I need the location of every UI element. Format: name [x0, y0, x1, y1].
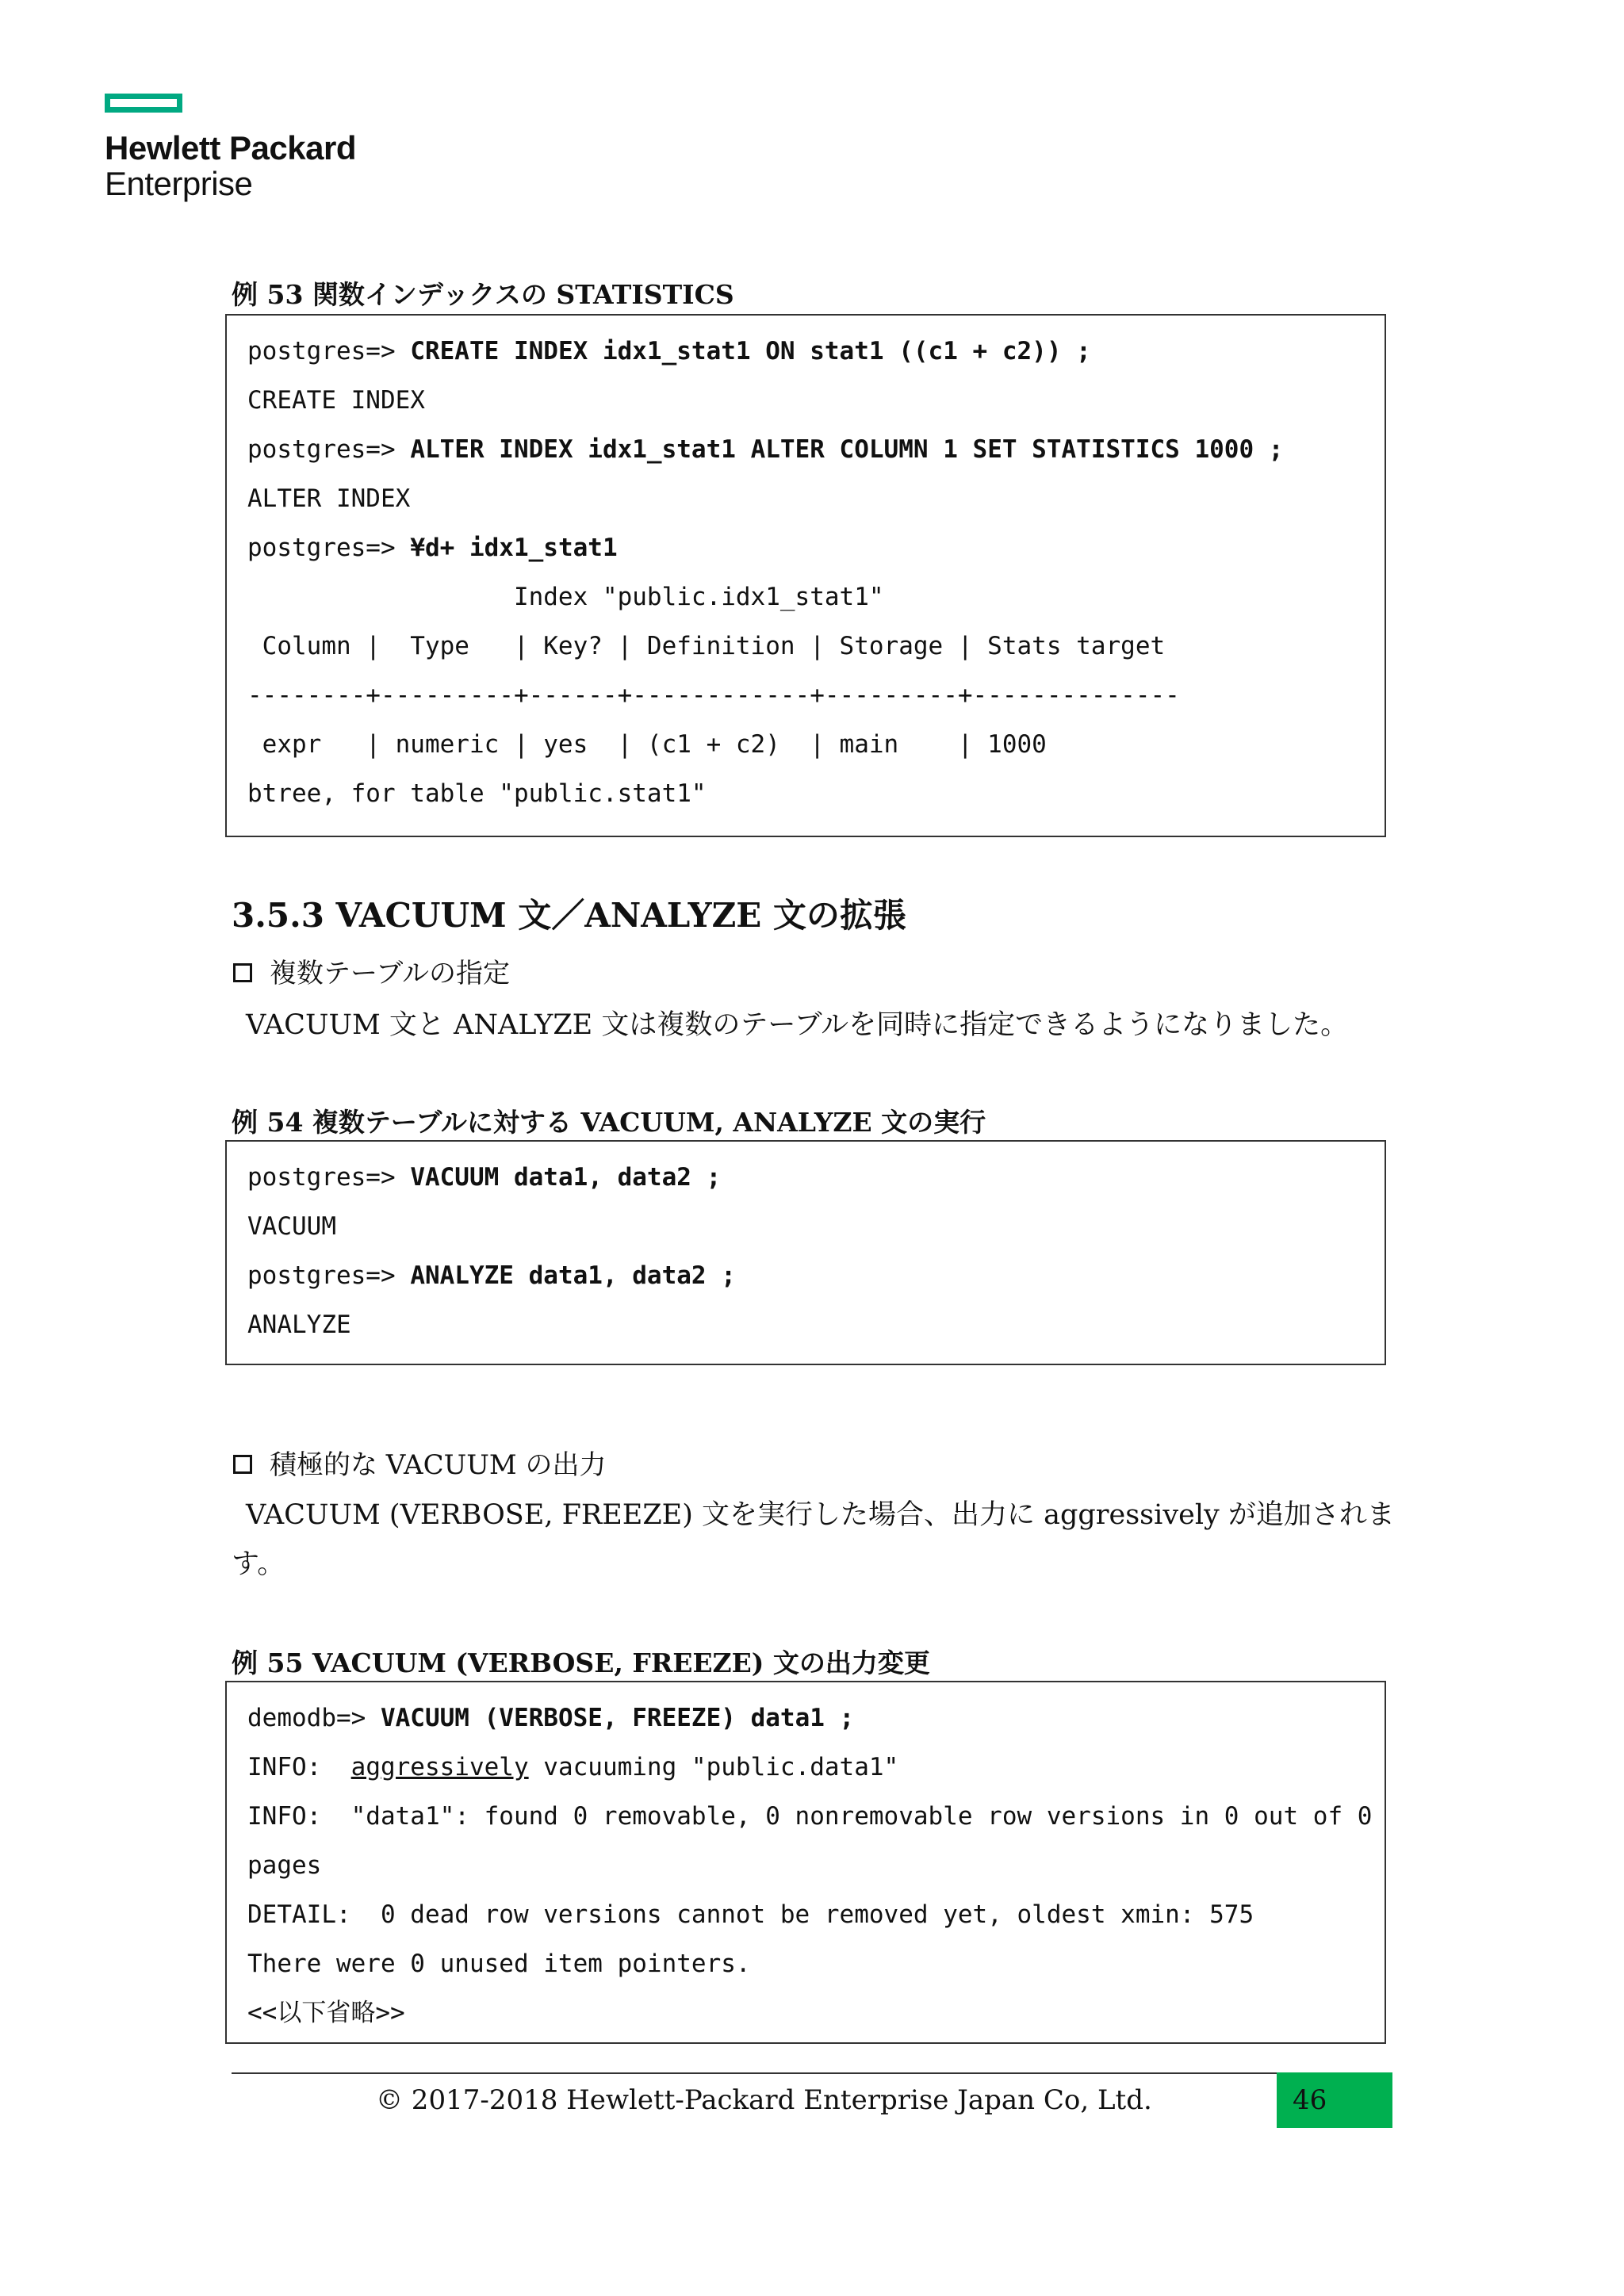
code-line: DETAIL: 0 dead row versions cannot be removed yet, oldest xmin: 575: [247, 1900, 1254, 1929]
code-line: postgres=> VACUUM data1, data2 ;: [247, 1163, 722, 1192]
code-line: ALTER INDEX: [247, 484, 411, 513]
code-line: There were 0 unused item pointers.: [247, 1950, 751, 1978]
checkbox-icon: [233, 963, 252, 982]
page-number-badge: 46: [1277, 2072, 1392, 2128]
logo-line2: Enterprise: [105, 165, 253, 202]
bullet-multi-table: 複数テーブルの指定: [233, 956, 510, 991]
code-line: <<以下省略>>: [247, 1999, 405, 2027]
code-line: postgres=> CREATE INDEX idx1_stat1 ON stat1 ((c1 + c2)) ;: [247, 337, 1091, 365]
example54-caption: 例 54 複数テーブルに対する VACUUM, ANALYZE 文の実行: [232, 1107, 986, 1138]
paragraph-aggressive-vacuum: VACUUM (VERBOSE, FREEZE) 文を実行した場合、出力に aggressively が追加されます。: [232, 1499, 1395, 1580]
example53-caption: 例 53 関数インデックスの STATISTICS: [232, 279, 734, 310]
checkbox-icon: [233, 1455, 252, 1474]
code-line: btree, for table "public.stat1": [247, 779, 707, 808]
code-line: INFO: aggressively vacuuming "public.data1": [247, 1753, 899, 1781]
code-line: CREATE INDEX: [247, 386, 425, 415]
example54-codebox: [225, 1140, 1386, 1365]
code-line: --------+---------+------+------------+---------+--------------: [247, 681, 1180, 710]
code-line: Column | Type | Key? | Definition | Storage | Stats target: [247, 632, 1166, 660]
example55-caption: 例 55 VACUUM (VERBOSE, FREEZE) 文の出力変更: [232, 1647, 930, 1678]
code-line: postgres=> ANALYZE data1, data2 ;: [247, 1261, 736, 1290]
footer-copyright: © 2017-2018 Hewlett-Packard Enterprise Japan Co, Ltd.: [376, 2084, 1152, 2116]
code-line: demodb=> VACUUM (VERBOSE, FREEZE) data1 ;: [247, 1704, 855, 1732]
code-line: pages: [247, 1851, 322, 1880]
code-line: postgres=> ALTER INDEX idx1_stat1 ALTER COLUMN 1 SET STATISTICS 1000 ;: [247, 435, 1284, 464]
code-line: Index "public.idx1_stat1": [247, 583, 884, 611]
code-line: expr | numeric | yes | (c1 + c2) | main | 1000: [247, 730, 1047, 759]
code-line: postgres=> ¥d+ idx1_stat1: [247, 534, 618, 562]
section-heading: 3.5.3 VACUUM 文／ANALYZE 文の拡張: [232, 896, 906, 935]
logo-mark: [105, 94, 182, 113]
code-line: VACUUM: [247, 1212, 336, 1241]
hpe-logo: [105, 94, 356, 201]
code-line: ANALYZE: [247, 1311, 351, 1339]
example55-codebox: [225, 1681, 1386, 2044]
paragraph-multi-table: VACUUM 文と ANALYZE 文は複数のテーブルを同時に指定できるようになりました。: [246, 1009, 1349, 1041]
bullet-aggressive-vacuum: 積極的な VACUUM の出力: [233, 1448, 607, 1483]
code-line: INFO: "data1": found 0 removable, 0 nonremovable row versions in 0 out of 0: [247, 1802, 1373, 1831]
footer-divider: [232, 2072, 1277, 2074]
example53-codebox: [225, 314, 1386, 837]
logo-line1: Hewlett Packard: [105, 129, 356, 166]
aggressively-highlight: aggressively: [350, 1753, 529, 1781]
